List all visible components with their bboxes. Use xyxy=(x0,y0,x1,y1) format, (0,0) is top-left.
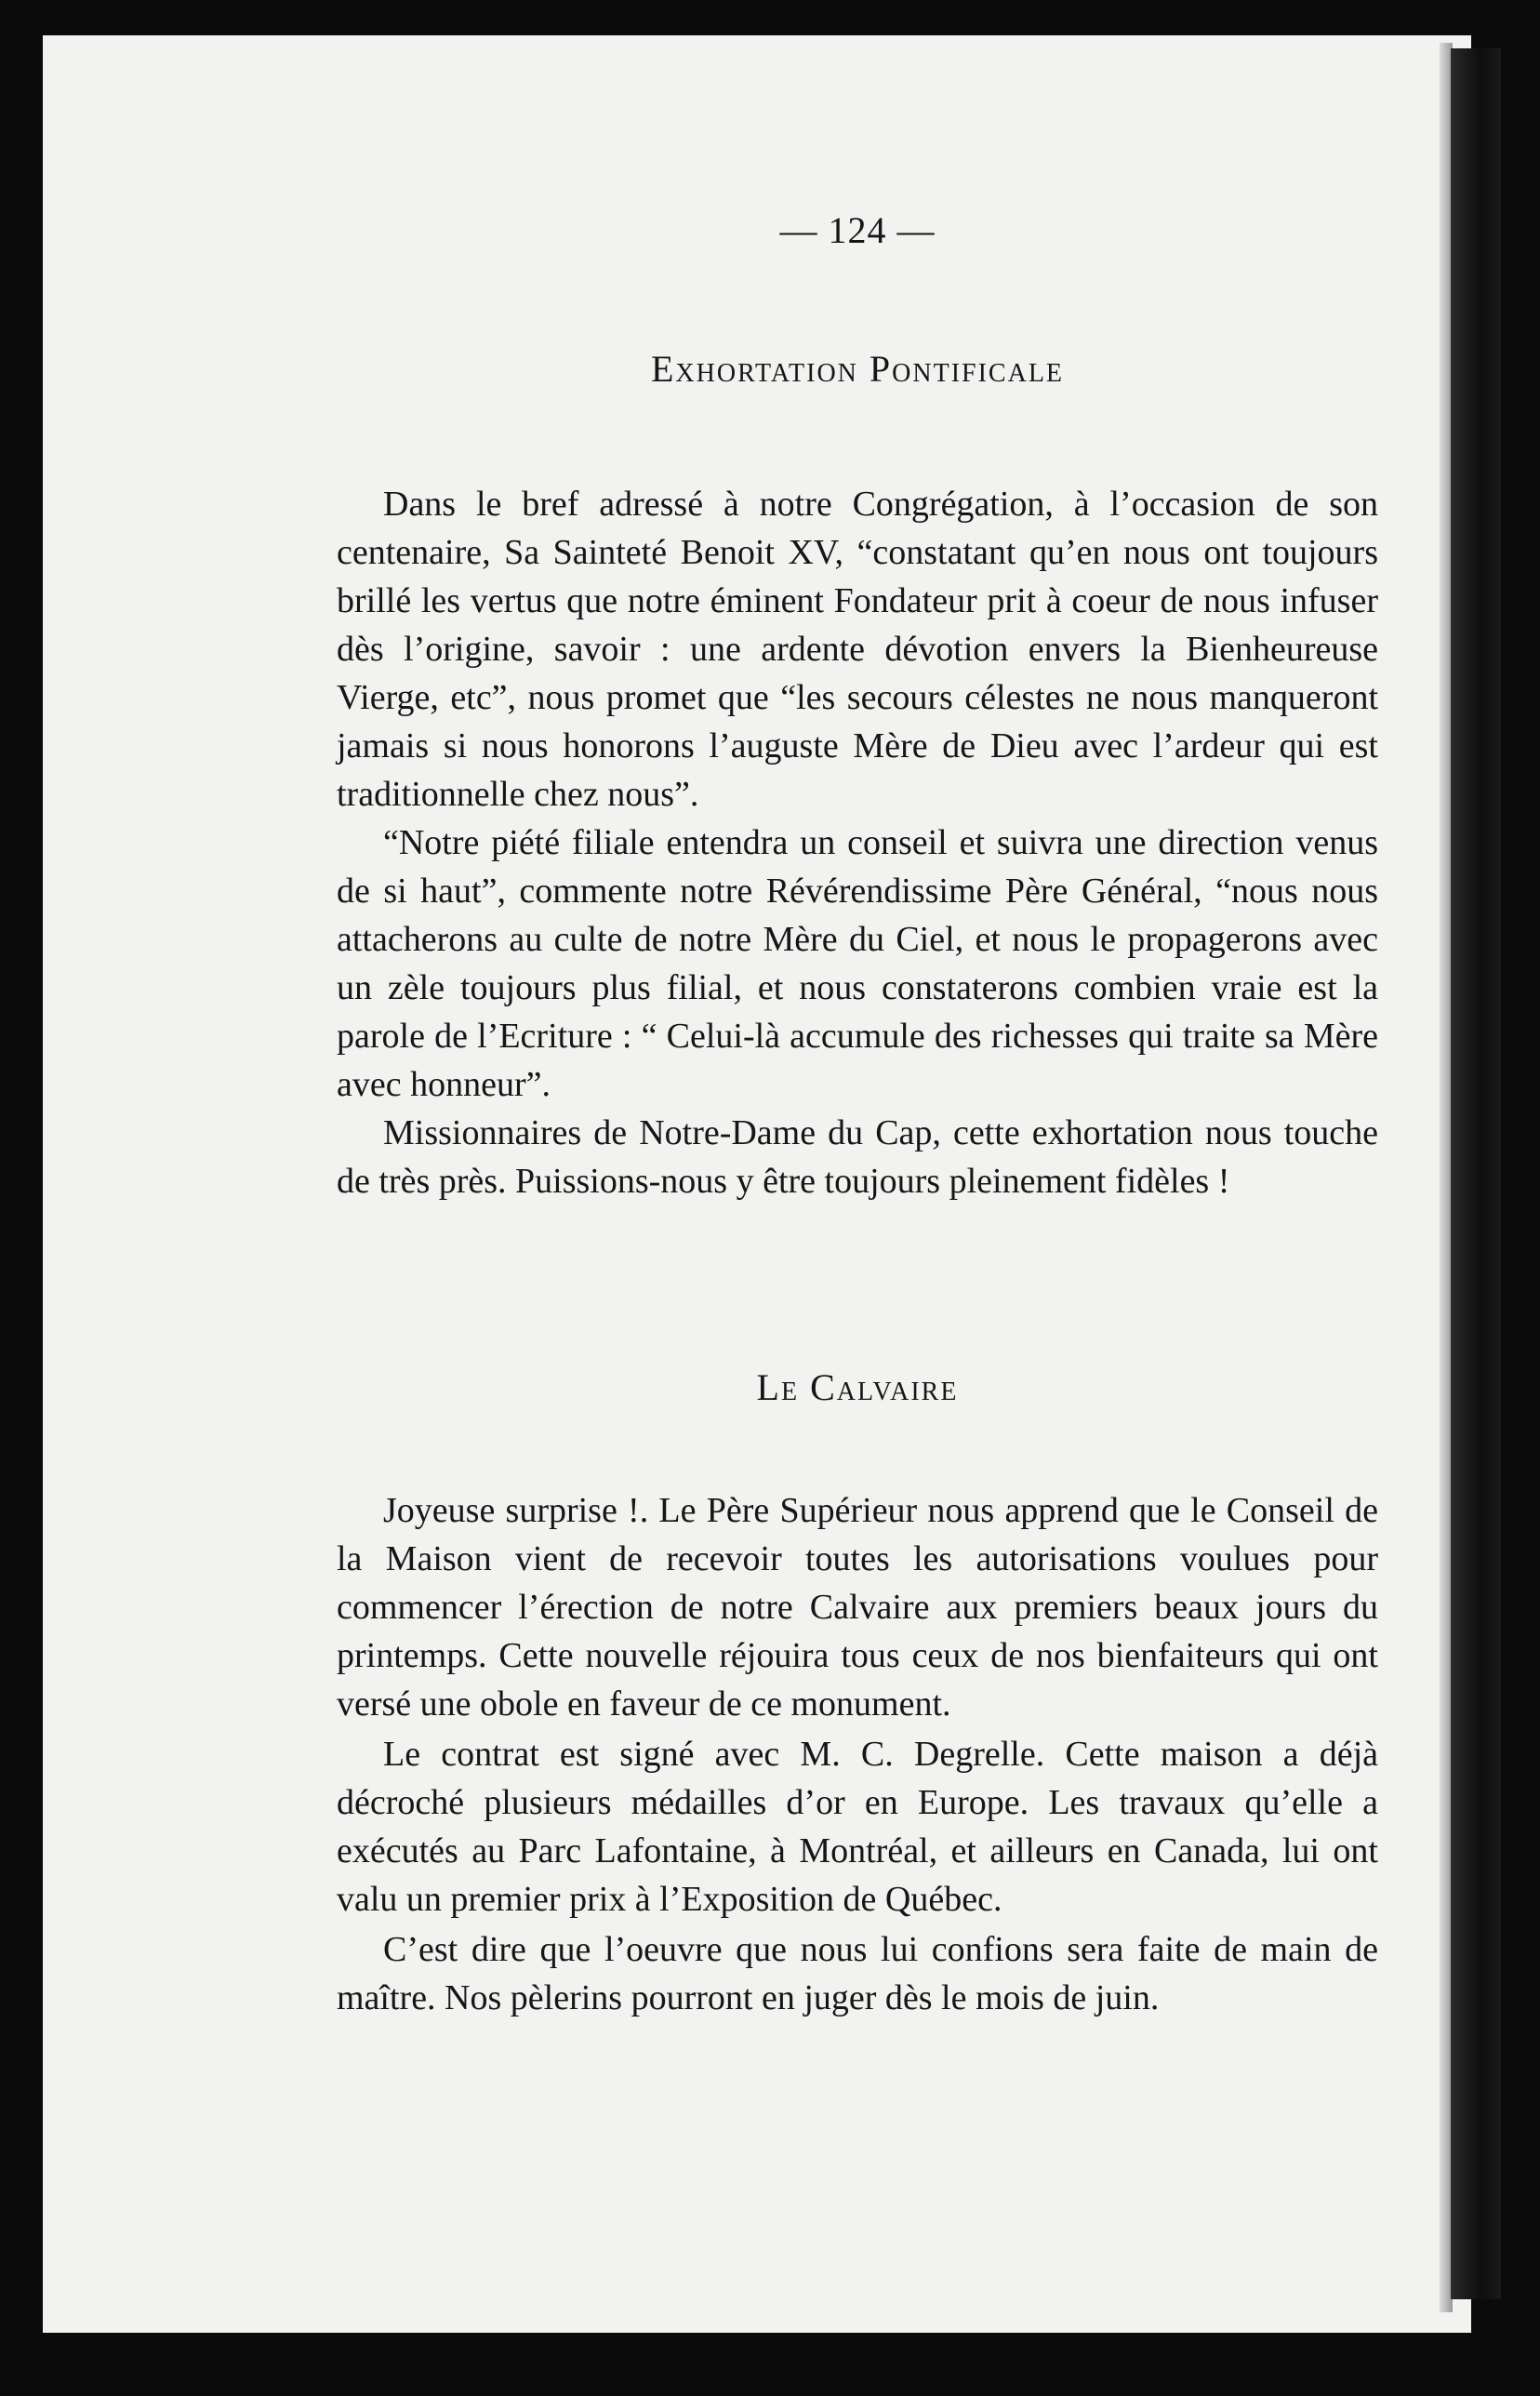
paragraph: C’est dire que l’oeuvre que nous lui confions sera faite de main de maître. Nos pèlerins pourront en juger dès le mois de juin. xyxy=(337,1930,1378,2017)
section-body-exhortation xyxy=(337,480,1378,1205)
book-spine-shadow xyxy=(1451,48,1501,2299)
paragraph: Joyeuse surprise !. Le Père Supérieur nous apprend que le Conseil de la Maison vient de recevoir toutes les autorisations voulues pour commencer l’érection de notre Calvaire aux premiers beaux jours du printemps. Cette nouvelle réjouira tous ceux de nos bienfaiteurs qui ont versé une obole en faveur de ce monument. xyxy=(337,1491,1378,1724)
paragraph: Le contrat est signé avec M. C. Degrelle. Cette maison a déjà décroché plusieurs médailles d’or en Europe. Les travaux qu’elle a exécutés au Parc Lafontaine, à Montréal, et ailleurs en Canada, lui ont valu un premier prix à l’Exposition de Québec. xyxy=(337,1735,1378,1919)
section-heading-exhortation: Exhortation Pontificale xyxy=(650,348,1065,390)
book-page xyxy=(43,35,1471,2333)
section-heading-calvaire: Le Calvaire xyxy=(756,1366,959,1408)
paragraph: Missionnaires de Notre-Dame du Cap, cette exhortation nous touche de très près. Puissions-nous y être toujours pleinement fidèles ! xyxy=(337,1113,1378,1201)
paragraph: Dans le bref adressé à notre Congrégation, à l’occasion de son centenaire, Sa Sainteté Benoit XV, “constatant qu’en nous ont toujours brillé les vertus que notre éminent Fondateur prit à coeur de nous infuser dès l’origine, savoir : une ardente dévotion envers la Bienheureuse Vierge, etc”, nous promet que “les secours célestes ne nous manqueront jamais si nous honorons l’auguste Mère de Dieu avec l’ardeur qui est traditionnelle chez nous”. xyxy=(337,485,1378,814)
paragraph: “Notre piété filiale entendra un conseil et suivra une direction venus de si haut”, commente notre Révérendissime Père Général, “nous nous attacherons au culte de notre Mère du Ciel, et nous le propagerons avec un zèle toujours plus filial, et nous constaterons combien vraie est la parole de l’Ecriture : “ Celui-là accumule des richesses qui traite sa Mère avec honneur”. xyxy=(337,823,1378,1104)
page-number: — 124 — xyxy=(779,209,936,251)
section-body-calvaire xyxy=(337,1486,1378,2022)
